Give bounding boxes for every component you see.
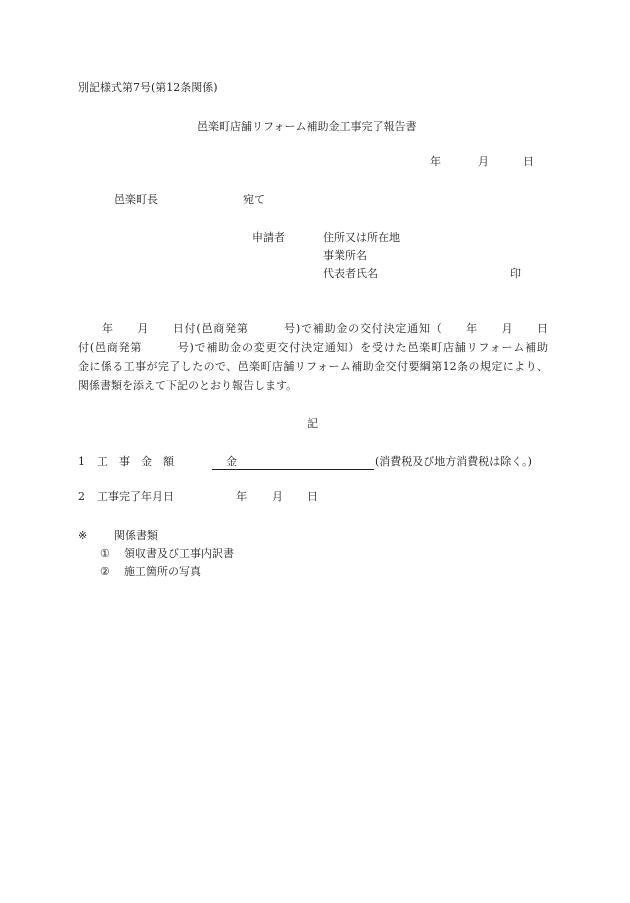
amount-prefix: 金 xyxy=(226,455,237,468)
attachment-2-text: 施工箇所の写真 xyxy=(124,565,201,578)
amount-field xyxy=(212,455,374,470)
item-2-year: 年 xyxy=(236,490,247,503)
seal-mark: 印 xyxy=(510,267,521,280)
applicant-representative: 代表者氏名 xyxy=(323,267,378,280)
date-day: 日 xyxy=(523,155,534,168)
attachments-heading: 関係書類 xyxy=(114,529,158,542)
item-2-day: 日 xyxy=(307,490,318,503)
item-2-month: 月 xyxy=(272,490,283,503)
attachment-1-number: ① xyxy=(100,547,110,560)
note-mark: ※ xyxy=(78,529,88,542)
addressee-suffix: 宛て xyxy=(243,193,265,206)
item-2-label: 工事完了年月日 xyxy=(97,490,174,503)
item-2-number: 2 xyxy=(78,490,85,503)
body-line-1: 年 月 日付(邑商発第 号)で補助金の交付決定通知（ 年 月 日 xyxy=(102,322,548,335)
document-title: 邑楽町店舗リフォーム補助金工事完了報告書 xyxy=(197,120,417,133)
applicant-business-name: 事業所名 xyxy=(323,249,367,262)
item-1-number: 1 xyxy=(78,455,85,468)
applicant-label: 申請者 xyxy=(252,231,285,244)
form-number: 別記様式第7号(第12条関係) xyxy=(78,81,218,94)
item-1-note: (消費税及び地方消費税は除く。) xyxy=(375,455,532,468)
addressee-name: 邑楽町長 xyxy=(114,193,158,206)
applicant-address: 住所又は所在地 xyxy=(323,231,400,244)
attachment-1-text: 領収書及び工事内訳書 xyxy=(124,547,234,560)
item-1-label: 工 事 金 額 xyxy=(97,455,174,468)
date-year: 年 xyxy=(430,155,441,168)
date-month: 月 xyxy=(478,155,489,168)
ki-heading: 記 xyxy=(307,417,318,430)
attachment-2-number: ② xyxy=(100,565,110,578)
body-line-2: 付(邑商発第 号)で補助金の変更交付決定通知）を受けた邑楽町店舗リフォーム補助 xyxy=(78,341,548,354)
body-line-3: 金に係る工事が完了したので、邑楽町店舗リフォーム補助金交付要綱第12条の規定により、 xyxy=(78,360,548,373)
body-line-4: 関係書類を添えて下記のとおり報告します。 xyxy=(78,379,298,392)
